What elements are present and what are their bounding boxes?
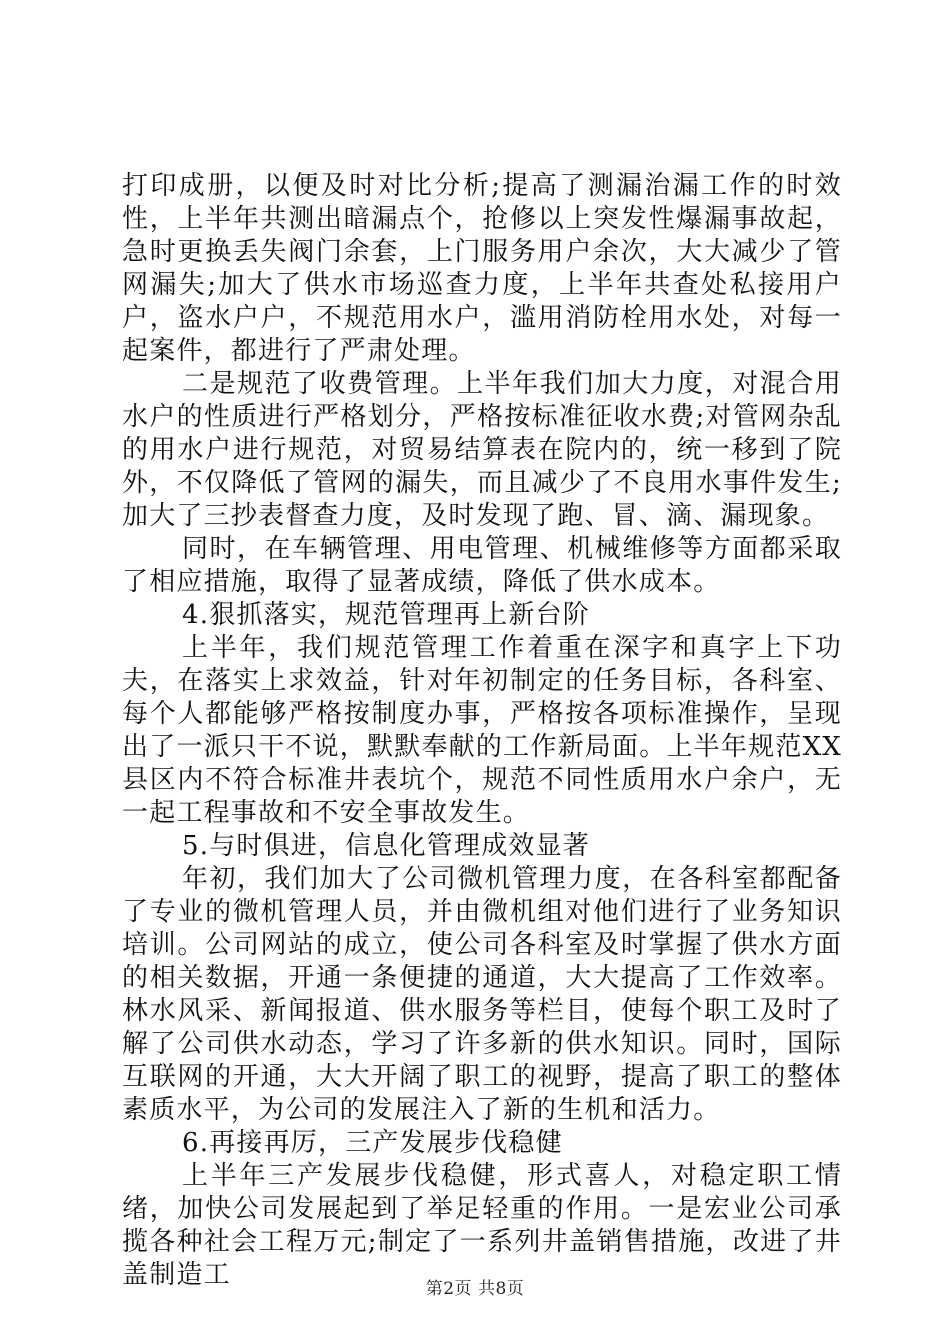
page-footer: 第2页 共8页 [425, 1279, 525, 1299]
body-paragraph: 上半年，我们规范管理工作着重在深字和真字上下功夫，在落实上求效益，针对年初制定的任务目标，各科室、每个人都能够严格按制度办事，严格按各项标准操作，呈现出了一派只干不说，默默奉献的工作新局面。上半年规范XX县区内不符合标准井表坑个，规范不同性质用水户余户，无一起工程事故和不安全事故发生。 [122, 633, 842, 828]
body-paragraph: 二是规范了收费管理。上半年我们加大力度，对混合用水户的性质进行严格划分，严格按标准征收水费;对管网杂乱的用水户进行规范，对贸易结算表在院内的，统一移到了院外，不仅降低了管网的漏失，而且减少了不良用水事件发生;加大了三抄表督查力度，及时发现了跑、冒、滴、漏现象。 [122, 369, 842, 531]
section-heading: 5.与时俱进，信息化管理成效显著 [182, 831, 591, 861]
body-paragraph: 打印成册，以便及时对比分析;提高了测漏治漏工作的时效性，上半年共测出暗漏点个，抢修以上突发性爆漏事故起，急时更换丢失阀门余套，上门服务用户余次，大大减少了管网漏失;加大了供水市场巡查力度，上半年共查处私接用户户，盗水户户，不规范用水户，滥用消防栓用水处，对每一起案件，都进行了严肃处理。 [122, 171, 842, 366]
body-paragraph: 上半年三产发展步伐稳健，形式喜人，对稳定职工情绪，加快公司发展起到了举足轻重的作用。一是宏业公司承揽各种社会工程万元;制定了一系列井盖销售措施，改进了井盖制造工 [122, 1161, 842, 1290]
section-heading: 6.再接再厉，三产发展步伐稳健 [182, 1128, 563, 1158]
body-paragraph: 同时，在车辆管理、用电管理、机械维修等方面都采取了相应措施，取得了显著成绩，降低了供水成本。 [122, 534, 842, 597]
document-body [122, 170, 842, 1292]
body-paragraph: 年初，我们加大了公司微机管理力度，在各科室都配备了专业的微机管理人员，并由微机组对他们进行了业务知识培训。公司网站的成立，使公司各科室及时掌握了供水方面的相关数据，开通一条便捷的通道，大大提高了工作效率。林水风采、新闻报道、供水服务等栏目，使每个职工及时了解了公司供水动态，学习了许多新的供水知识。同时，国际互联网的开通，大大开阔了职工的视野，提高了职工的整体素质水平，为公司的发展注入了新的生机和活力。 [122, 864, 842, 1125]
section-heading: 4.狠抓落实，规范管理再上新台阶 [182, 600, 591, 630]
